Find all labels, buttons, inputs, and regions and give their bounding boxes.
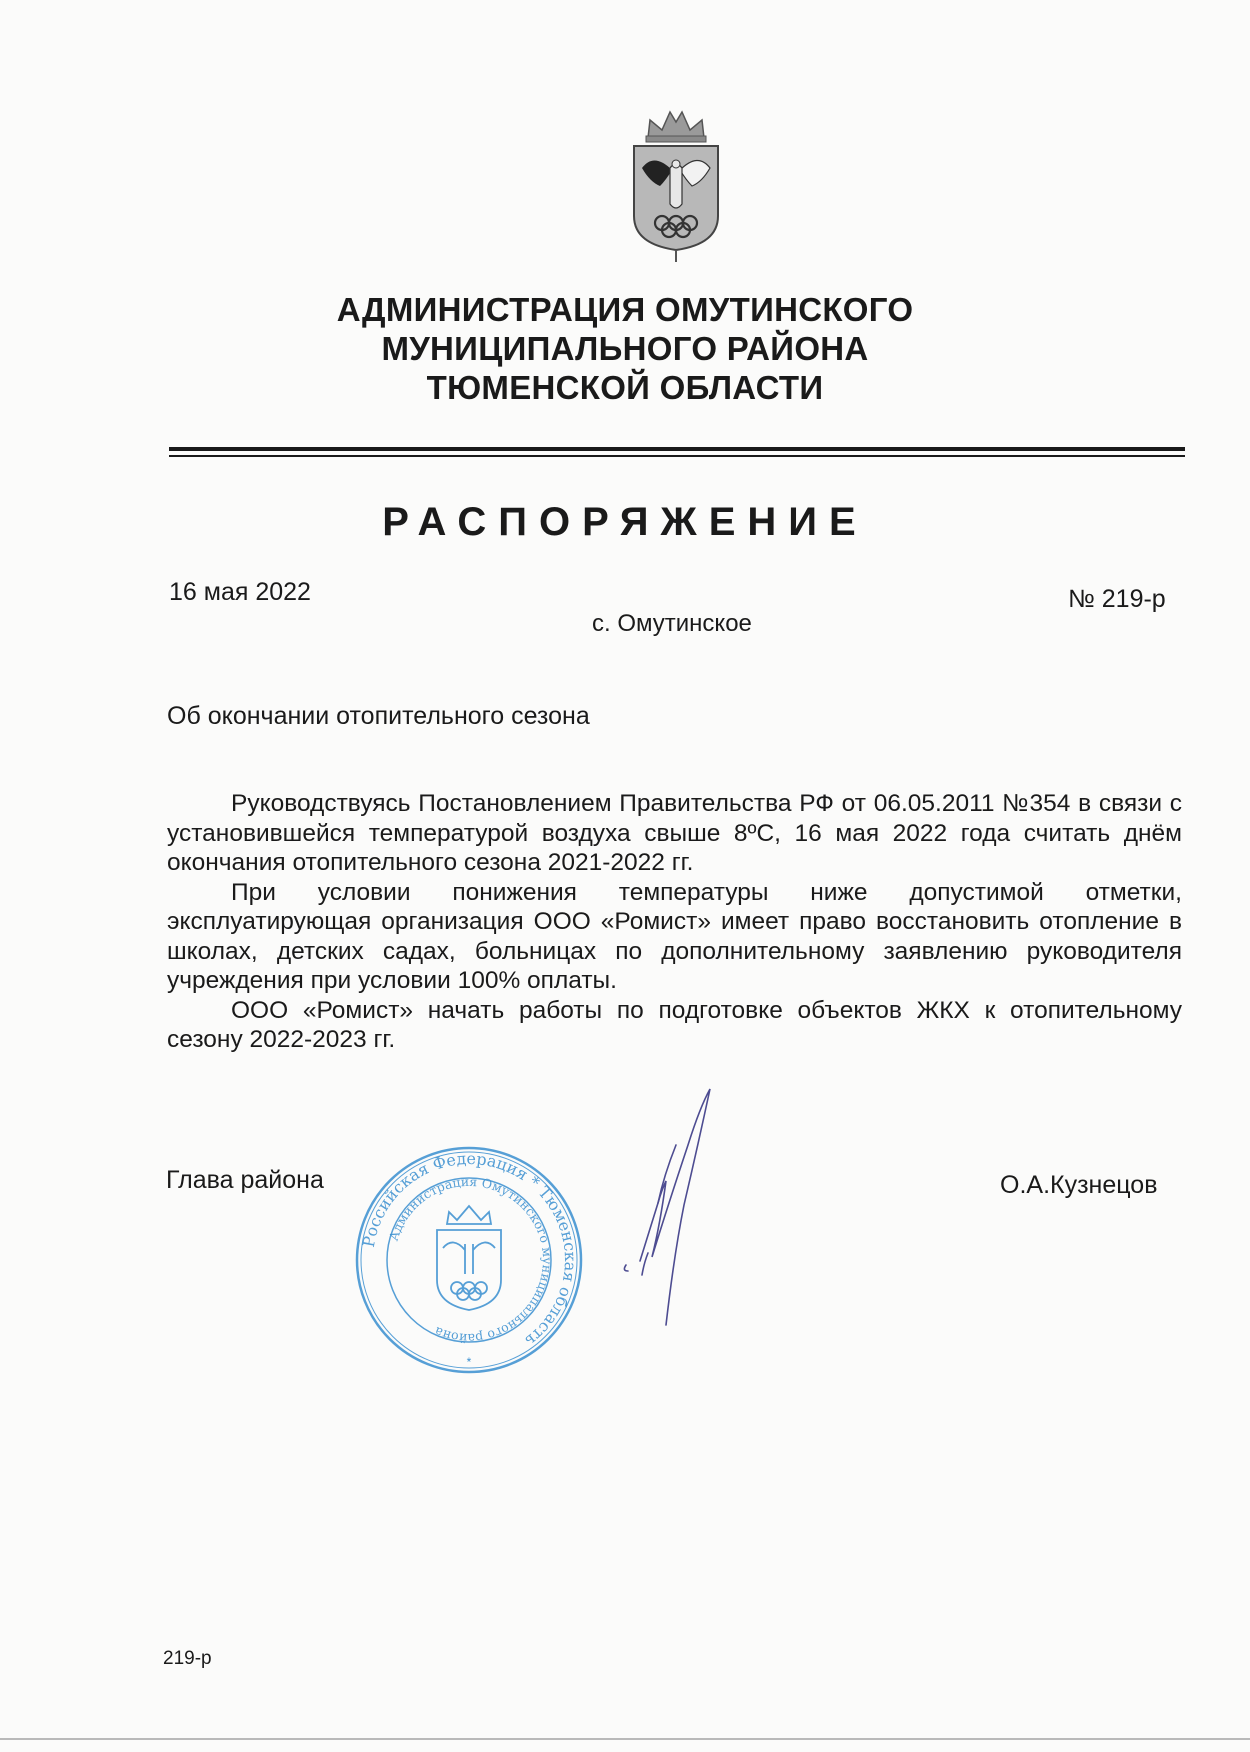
footer-document-number: 219-р [163, 1648, 212, 1669]
header-rule-thin [169, 455, 1185, 457]
document-date: 16 мая 2022 [169, 578, 311, 606]
svg-text:Администрация Омутинского муни [386, 1174, 555, 1346]
seal-inner-text: Администрация Омутинского муниципального района [385, 1173, 556, 1347]
document-place: с. Омутинское [592, 610, 752, 637]
seal-outer-text: Российская Федерация * Тюменская область [358, 1148, 581, 1351]
document-body [167, 789, 1182, 1055]
signer-name: О.А.Кузнецов [1000, 1171, 1158, 1199]
organization-title [0, 290, 1250, 407]
svg-text:*: * [466, 1355, 472, 1369]
document-number: № 219-р [1068, 585, 1166, 613]
document-type-heading: РАСПОРЯЖЕНИЕ [382, 500, 868, 544]
signer-title: Глава района [166, 1166, 324, 1194]
body-paragraph: ООО «Ромист» начать работы по подготовке объектов ЖКХ к отопительному сезону 2022-2023 гг. [167, 996, 1182, 1053]
body-paragraph: При условии понижения температуры ниже допустимой отметки, эксплуатирующая организация ООО «Ромист» имеет право восстановить отопление в школах, детских садах, больницах по дополнительному заявлению руководителя учреждения при условии 100% оплаты. [167, 878, 1182, 994]
body-paragraph: Руководствуясь Постановлением Правительства РФ от 06.05.2011 №354 в связи с установившейся температурой воздуха свыше 8ºС, 16 мая 2022 года считать днём окончания отопительного сезона 2021-2022 гг. [167, 790, 1182, 876]
header-rule-thick [169, 447, 1185, 451]
scan-edge-line [0, 1738, 1250, 1740]
organization-title-line: МУНИЦИПАЛЬНОГО РАЙОНА [381, 330, 869, 367]
organization-title-line: АДМИНИСТРАЦИЯ ОМУТИНСКОГО [336, 291, 914, 328]
coat-of-arms-icon [620, 108, 732, 264]
handwritten-signature-icon [618, 1085, 738, 1335]
official-seal-icon [349, 1140, 589, 1380]
organization-title-line: ТЮМЕНСКОЙ ОБЛАСТИ [426, 369, 824, 406]
document-subject: Об окончании отопительного сезона [167, 702, 590, 730]
